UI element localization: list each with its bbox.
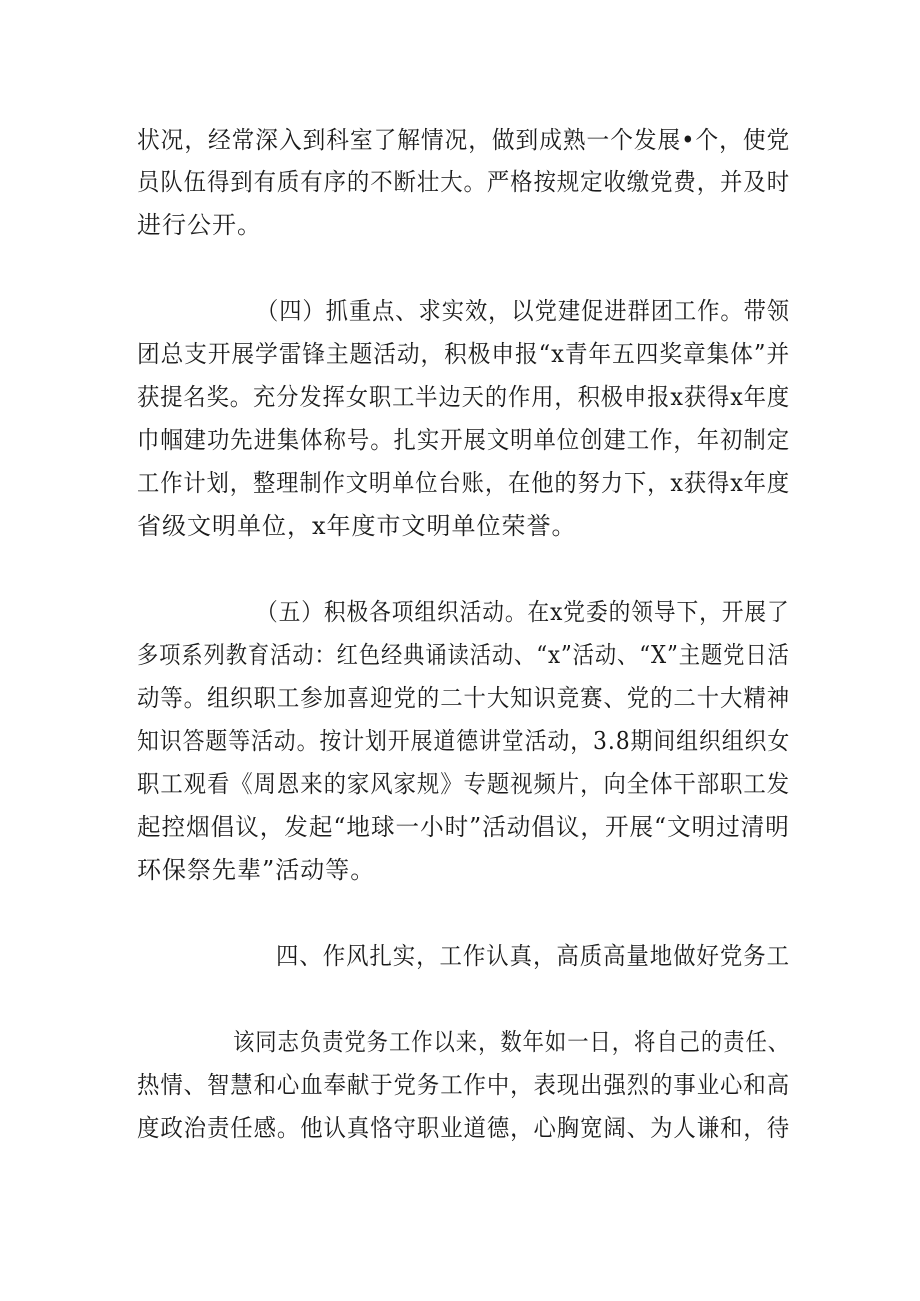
- text-line: 进行公开。: [137, 211, 262, 239]
- text-line: 职工观看《周恩来的家风家规》专题视频片，向全体干部职工发: [137, 770, 791, 798]
- text-line: 热情、智慧和心血奉献于党务工作中，表现出强烈的事业心和高: [137, 1071, 791, 1099]
- text-line: （五）积极各项组织活动。在x党委的领导下，开展了: [256, 598, 790, 626]
- text-line: 动等。组织职工参加喜迎党的二十大知识竞赛、党的二十大精神: [137, 684, 791, 712]
- text-line: 环保祭先辈”活动等。: [137, 856, 376, 884]
- text-line: 状况，经常深入到科室了解情况，做到成熟一个发展•个，使党: [137, 126, 791, 154]
- text-line: 度政治责任感。他认真恪守职业道德，心胸宽阔、为人谦和，待: [137, 1114, 791, 1142]
- text-line: 工作计划，整理制作文明单位台账，在他的努力下，x获得x年度: [137, 469, 791, 497]
- text-line: 巾帼建功先进集体称号。扎实开展文明单位创建工作，年初制定: [137, 426, 791, 454]
- text-line: 团总支开展学雷锋主题活动，积极申报“x青年五四奖章集体”并: [137, 340, 791, 368]
- text-line: 多项系列教育活动：红色经典诵读活动、“x”活动、“X”主题党日活: [137, 641, 790, 669]
- text-line: 获提名奖。充分发挥女职工半边天的作用，积极申报x获得x年度: [137, 383, 791, 411]
- text-line: 起控烟倡议，发起“地球一小时”活动倡议，开展“文明过清明: [137, 813, 790, 841]
- text-line: 省级文明单位，x年度市文明单位荣誉。: [137, 512, 577, 540]
- text-line: （四）抓重点、求实效，以党建促进群团工作。带领: [256, 297, 791, 325]
- text-line: 该同志负责党务工作以来，数年如一日，将自己的责任、: [233, 1028, 790, 1056]
- section-heading: 四、作风扎实，工作认真，高质高量地做好党务工: [276, 942, 790, 970]
- text-line: 员队伍得到有质有序的不断壮大。严格按规定收缴党费，并及时: [137, 168, 791, 196]
- text-line: 知识答题等活动。按计划开展道德讲堂活动，3.8期间组织组织女: [137, 727, 791, 755]
